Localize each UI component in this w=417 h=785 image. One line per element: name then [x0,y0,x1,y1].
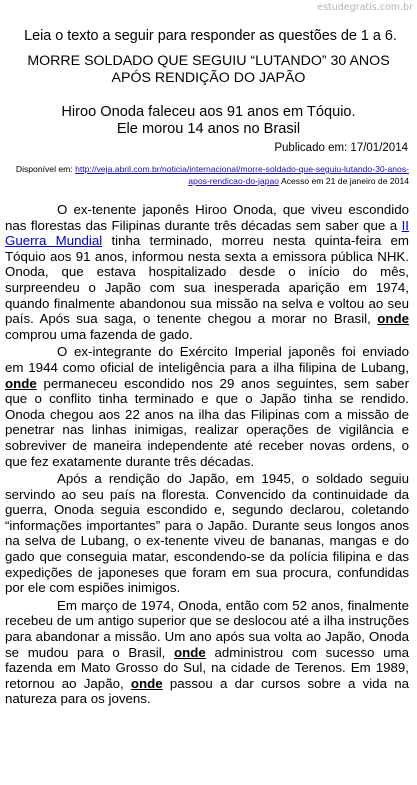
site-watermark: estudegratis.com.br [317,2,413,13]
keyword-onde: onde [5,375,37,391]
paragraph-2-text-a: O ex-integrante do Exército Imperial japonês foi enviado em 1944 como oficial de inteligência para a ilha filipina de Lubang, [5,344,409,375]
subtitle-line-2: Ele morou 14 anos no Brasil [116,121,301,137]
paragraph-2 [5,344,409,469]
paragraph-3: Após a rendição do Japão, em 1945, o soldado seguiu servindo ao seu país na floresta. Convencido da continuidade da guerra, Onoda seguia escondido e, segundo declarou, coletando “informações importantes” para o Japão. Durante seus longos anos na selva de Lubang, o ex-tenente viveu de bananas, mangas e do gado que conseguia matar, escondendo-se da polícia filipina e das expedições de japoneses que foram em sua procura, confundidas por ele com espiões inimigos. [5,471,409,596]
paragraph-1-text-a: O ex-tenente japonês Hiroo Onoda, que viveu escondido nas florestas das Filipinas durante três décadas sem saber que a [5,202,409,233]
article-subtitle [8,104,409,138]
paragraph-4-text-a: Em março de 1974, Onoda, então com 52 anos, finalmente recebeu de um antigo superior que se deslocou até a ilha instruções para abandonar a missão. Um ano após sua volta ao Japão, Onoda se mudou para o Brasil, [5,597,409,660]
subtitle-line-1: Hiroo Onoda faleceu aos 91 anos em Tóquio. [61,104,356,120]
source-link[interactable]: http://veja.abril.com.br/noticia/internacional/morre-soldado-que-seguiu-lutando-30-anos-apos-rendicao-do-japao [75,164,409,186]
keyword-onde: onde [130,675,163,691]
article-title: MORRE SOLDADO QUE SEGUIU “LUTANDO” 30 ANOS APÓS RENDIÇÃO DO JAPÃO [27,53,390,86]
article-body [5,202,409,709]
keyword-onde: onde [174,644,206,660]
paragraph-2-text-b: permaneceu escondido nos 29 anos seguintes, sem saber que o conflito tinha terminado e que o Japão tinha se rendido. Onoda chegou aos 22 anos na ilha das Filipinas com a missão de penetrar nas linhas inimigas, realizar operações de vigilância e sobreviver de maneira independente até receber novas ordens, o que fez exatamente durante três décadas. [5,375,409,469]
source-access-date: Acesso em 21 de janeiro de 2014 [279,175,409,186]
paragraph-4-text-c: passou a dar cursos sobre a vida na natureza para os jovens. [5,675,409,707]
world-war-ii-link[interactable]: II Guerra Mundial [5,217,409,249]
paragraph-4 [5,598,409,707]
paragraph-1 [5,202,409,342]
paragraph-1-text-b: tinha terminado, morreu nesta quinta-feira em Tóquio aos 91 anos, informou nesta sexta a emissora pública NHK. Onoda, que estava hospitalizado desde o início do mês, surpreendeu o Japão com sua inesperada aparição em 1974, quando finalmente abandonou sua missão na selva e voltou ao seu país. Após sua saga, o tenente chegou a morar no Brasil, [5,233,409,327]
paragraph-1-text-c: comprou uma fazenda de gado. [5,326,193,342]
source-prefix: Disponível em: [15,164,76,174]
paragraph-4-text-b: administrou com sucesso uma fazenda em Mato Grosso do Sul, na cidade de Terenos. Em 1989, retornou ao Japão, [5,644,409,691]
publication-date: Publicado em: 17/01/2014 [274,142,408,154]
instructions-text: Leia o texto a seguir para responder as questões de 1 a 6. [24,28,397,44]
source-citation [8,164,409,187]
keyword-onde: onde [377,311,409,327]
